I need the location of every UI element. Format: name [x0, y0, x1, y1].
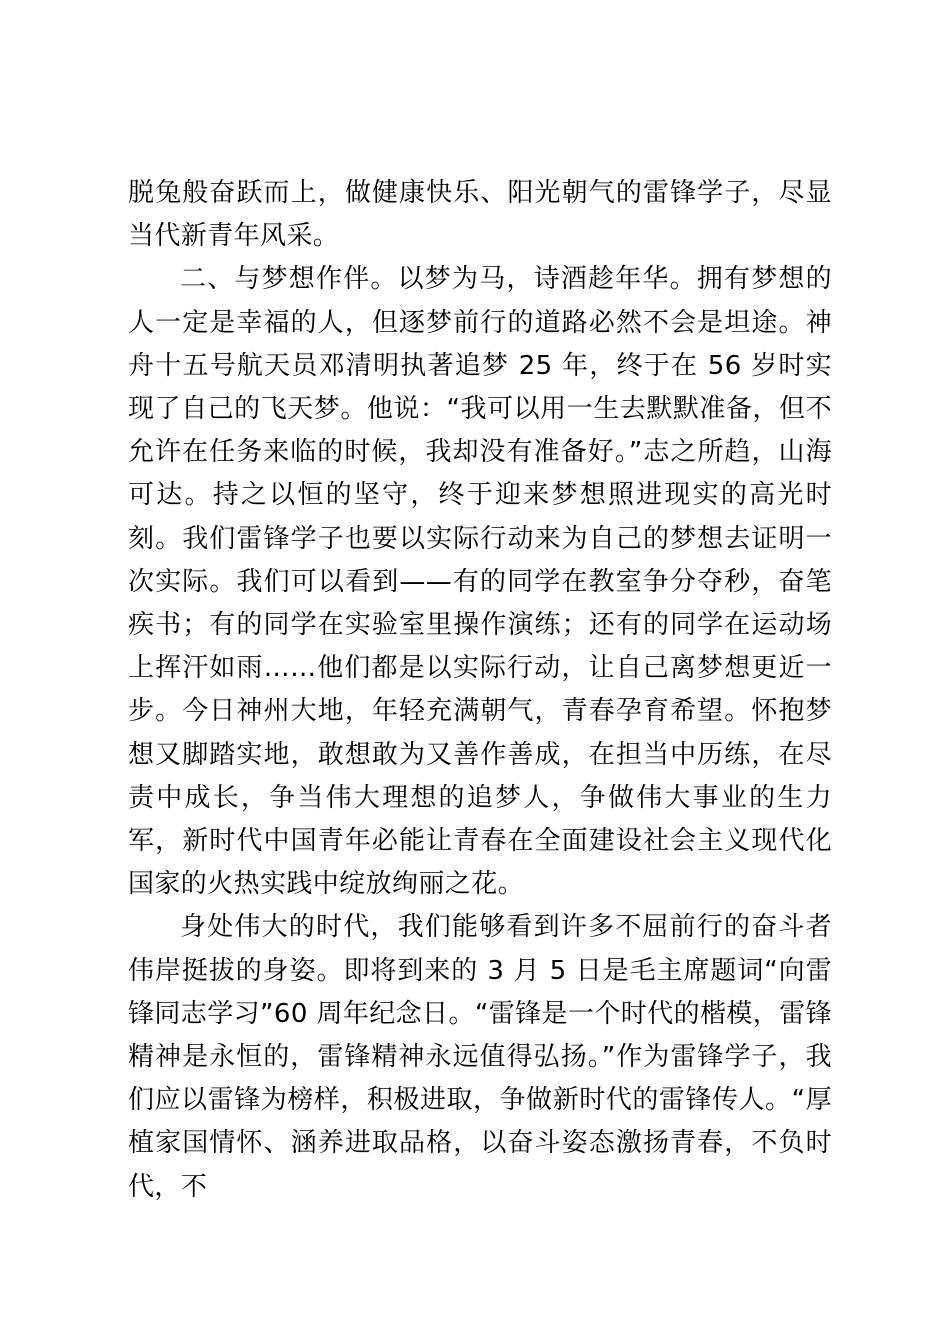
paragraph-dream: 二、与梦想作伴。以梦为马，诗酒趁年华。拥有梦想的人一定是幸福的人，但逐梦前行的道路必然不会是坦途。神舟十五号航天员邓清明执著追梦 25 年，终于在 56 岁时实现了自己的飞天梦。他说：“我可以用一生去默默准备，但不允许在任务来临的时候，我却没有准备好。”志之所趋，山海可达。持之以恒的坚守，终于迎来梦想照进现实的高光时刻。我们雷锋学子也要以实际行动来为自己的梦想去证明一次实际。我们可以看到——有的同学在教室争分夺秒，奋笔疾书；有的同学在实验室里操作演练；还有的同学在运动场上挥汗如雨……他们都是以实际行动，让自己离梦想更近一步。今日神州大地，年轻充满朝气，青春孕育希望。怀抱梦想又脚踏实地，敢想敢为又善作善成，在担当中历练，在尽责中成长，争当伟大理想的追梦人，争做伟大事业的生力军，新时代中国青年必能让青春在全面建设社会主义现代化国家的火热实践中绽放绚丽之花。	[128, 264, 832, 900]
document-body	[128, 172, 832, 1209]
paragraph-lei-feng: 身处伟大的时代，我们能够看到许多不屈前行的奋斗者伟岸挺拔的身姿。即将到来的 3 月 5 日是毛主席题词“向雷锋同志学习”60 周年纪念日。“雷锋是一个时代的楷模，雷锋精神是永恒的，雷锋精神永远值得弘扬。”作为雷锋学子，我们应以雷锋为榜样，积极进取，争做新时代的雷锋传人。“厚植家国情怀、涵养进取品格，以奋斗姿态激扬青春，不负时代，不	[128, 912, 832, 1202]
paragraph-continuation: 脱兔般奋跃而上，做健康快乐、阳光朝气的雷锋学子，尽显当代新青年风采。	[128, 178, 832, 252]
